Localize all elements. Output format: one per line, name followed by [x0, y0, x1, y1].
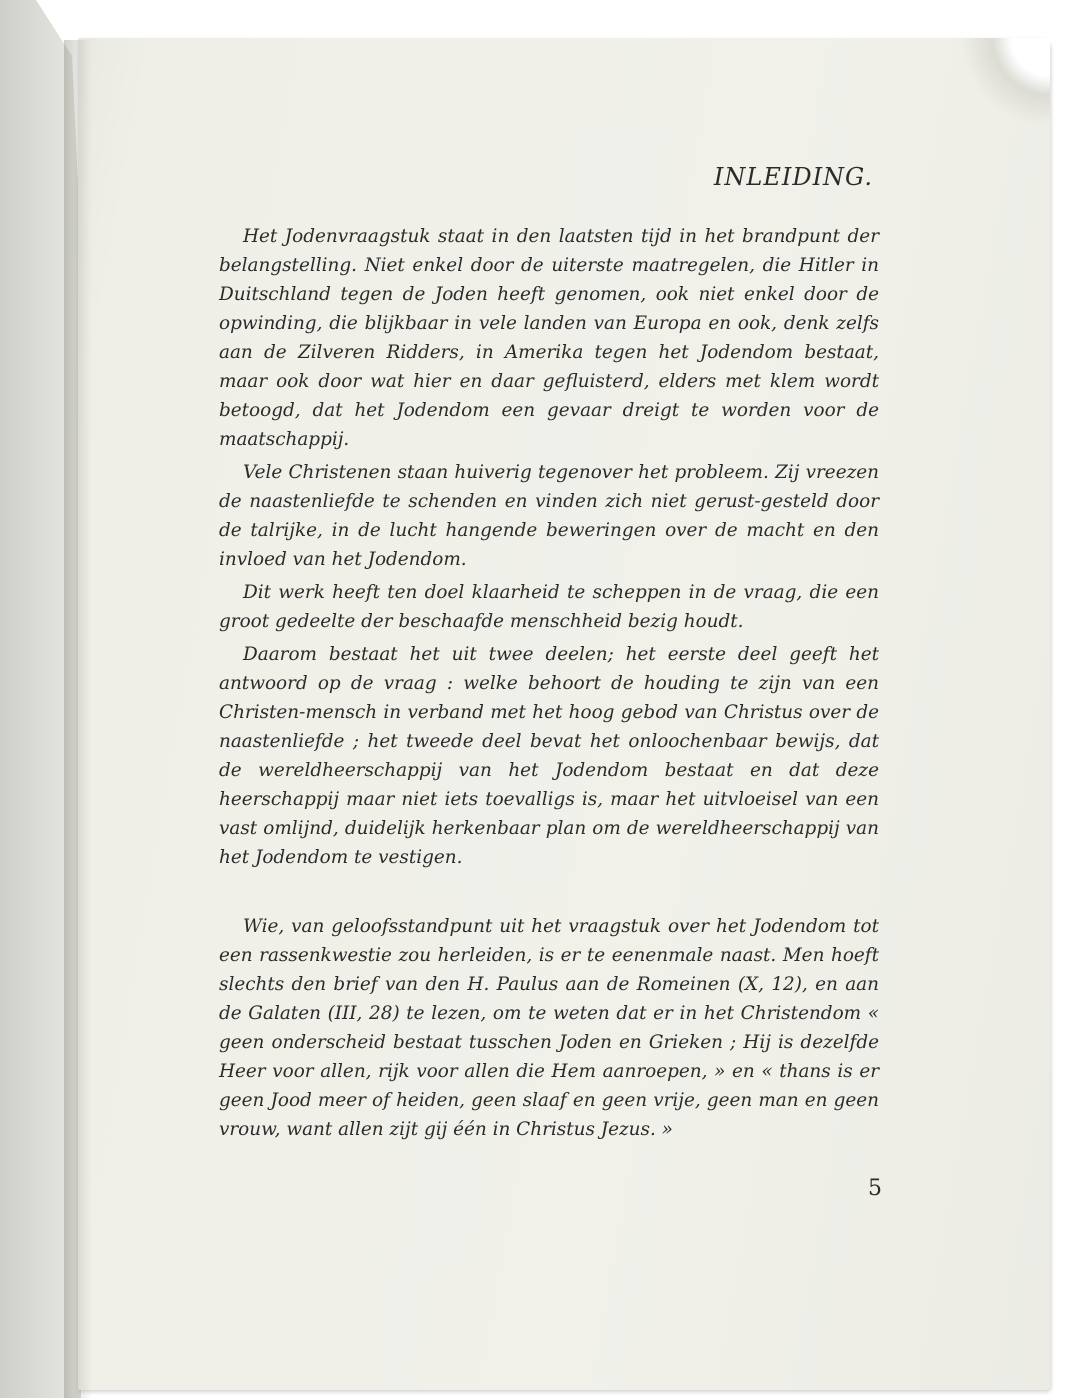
paragraph: Dit werk heeft ten doel klaarheid te scheppen in de vraag, die een groot gedeelte der beschaafde menschheid bezig houdt. — [219, 582, 879, 632]
paragraph: Wie, van geloofsstandpunt uit het vraagstuk over het Jodendom tot een rassenkwestie zou herleiden, is er te eenenmale naast. Men hoeft slechts den brief van den H. Paulus aan de Romeinen (X, 12), en aan de Galaten (III, 28) te lezen, om te weten dat er in het Christendom « geen onderscheid bestaat tusschen Joden en Grieken ; Hij is dezelfde Heer voor allen, rijk voor allen die Hem aanroepen, » en « thans is er geen Jood meer of heiden, geen slaaf en geen vrije, geen man en geen vrouw, want allen zijt gij één in Christus Jezus. » — [219, 916, 879, 1140]
paragraph: Daarom bestaat het uit twee deelen; het eerste deel geeft het antwoord op de vraag : welke behoort de houding te zijn van een Christen-mensch in verband met het hoog gebod van Christus over de naastenliefde ; het tweede deel bevat het onloochenbaar bewijs, dat de wereldheerschappij van het Jodendom bestaat en dat deze heerschappij maar niet iets toevalligs is, maar het uitvloeisel van een vast omlijnd, duidelijk herkenbaar plan om de wereldheerschappij van het Jodendom te vestigen. — [219, 644, 879, 868]
worn-corner — [960, 38, 1050, 128]
paragraph: Vele Christenen staan huiverig tegenover het probleem. Zij vreezen de naastenliefde te schenden en vinden zich niet gerust-gesteld door de talrijke, in de lucht hangende beweringen over de macht en den invloed van het Jodendom. — [219, 462, 879, 570]
gutter-shadow — [64, 40, 92, 1398]
chapter-heading: INLEIDING. — [713, 163, 873, 191]
paragraph: Het Jodenvraagstuk staat in den laatsten tijd in het brandpunt der belangstelling. Niet enkel door de uiterste maatregelen, die Hitler in Duitschland tegen de Joden heeft genomen, ook niet enkel door de opwinding, die blijkbaar in vele landen van Europa en ook, denk zelfs aan de Zilveren Ridders, in Amerika tegen het Jodendom bestaat, maar ook door wat hier en daar gefluisterd, elders met klem wordt betoogd, dat het Jodendom een gevaar dreigt te worden voor de maatschappij. — [219, 226, 879, 450]
page-number: 5 — [868, 1176, 882, 1201]
body-text — [219, 222, 879, 1148]
